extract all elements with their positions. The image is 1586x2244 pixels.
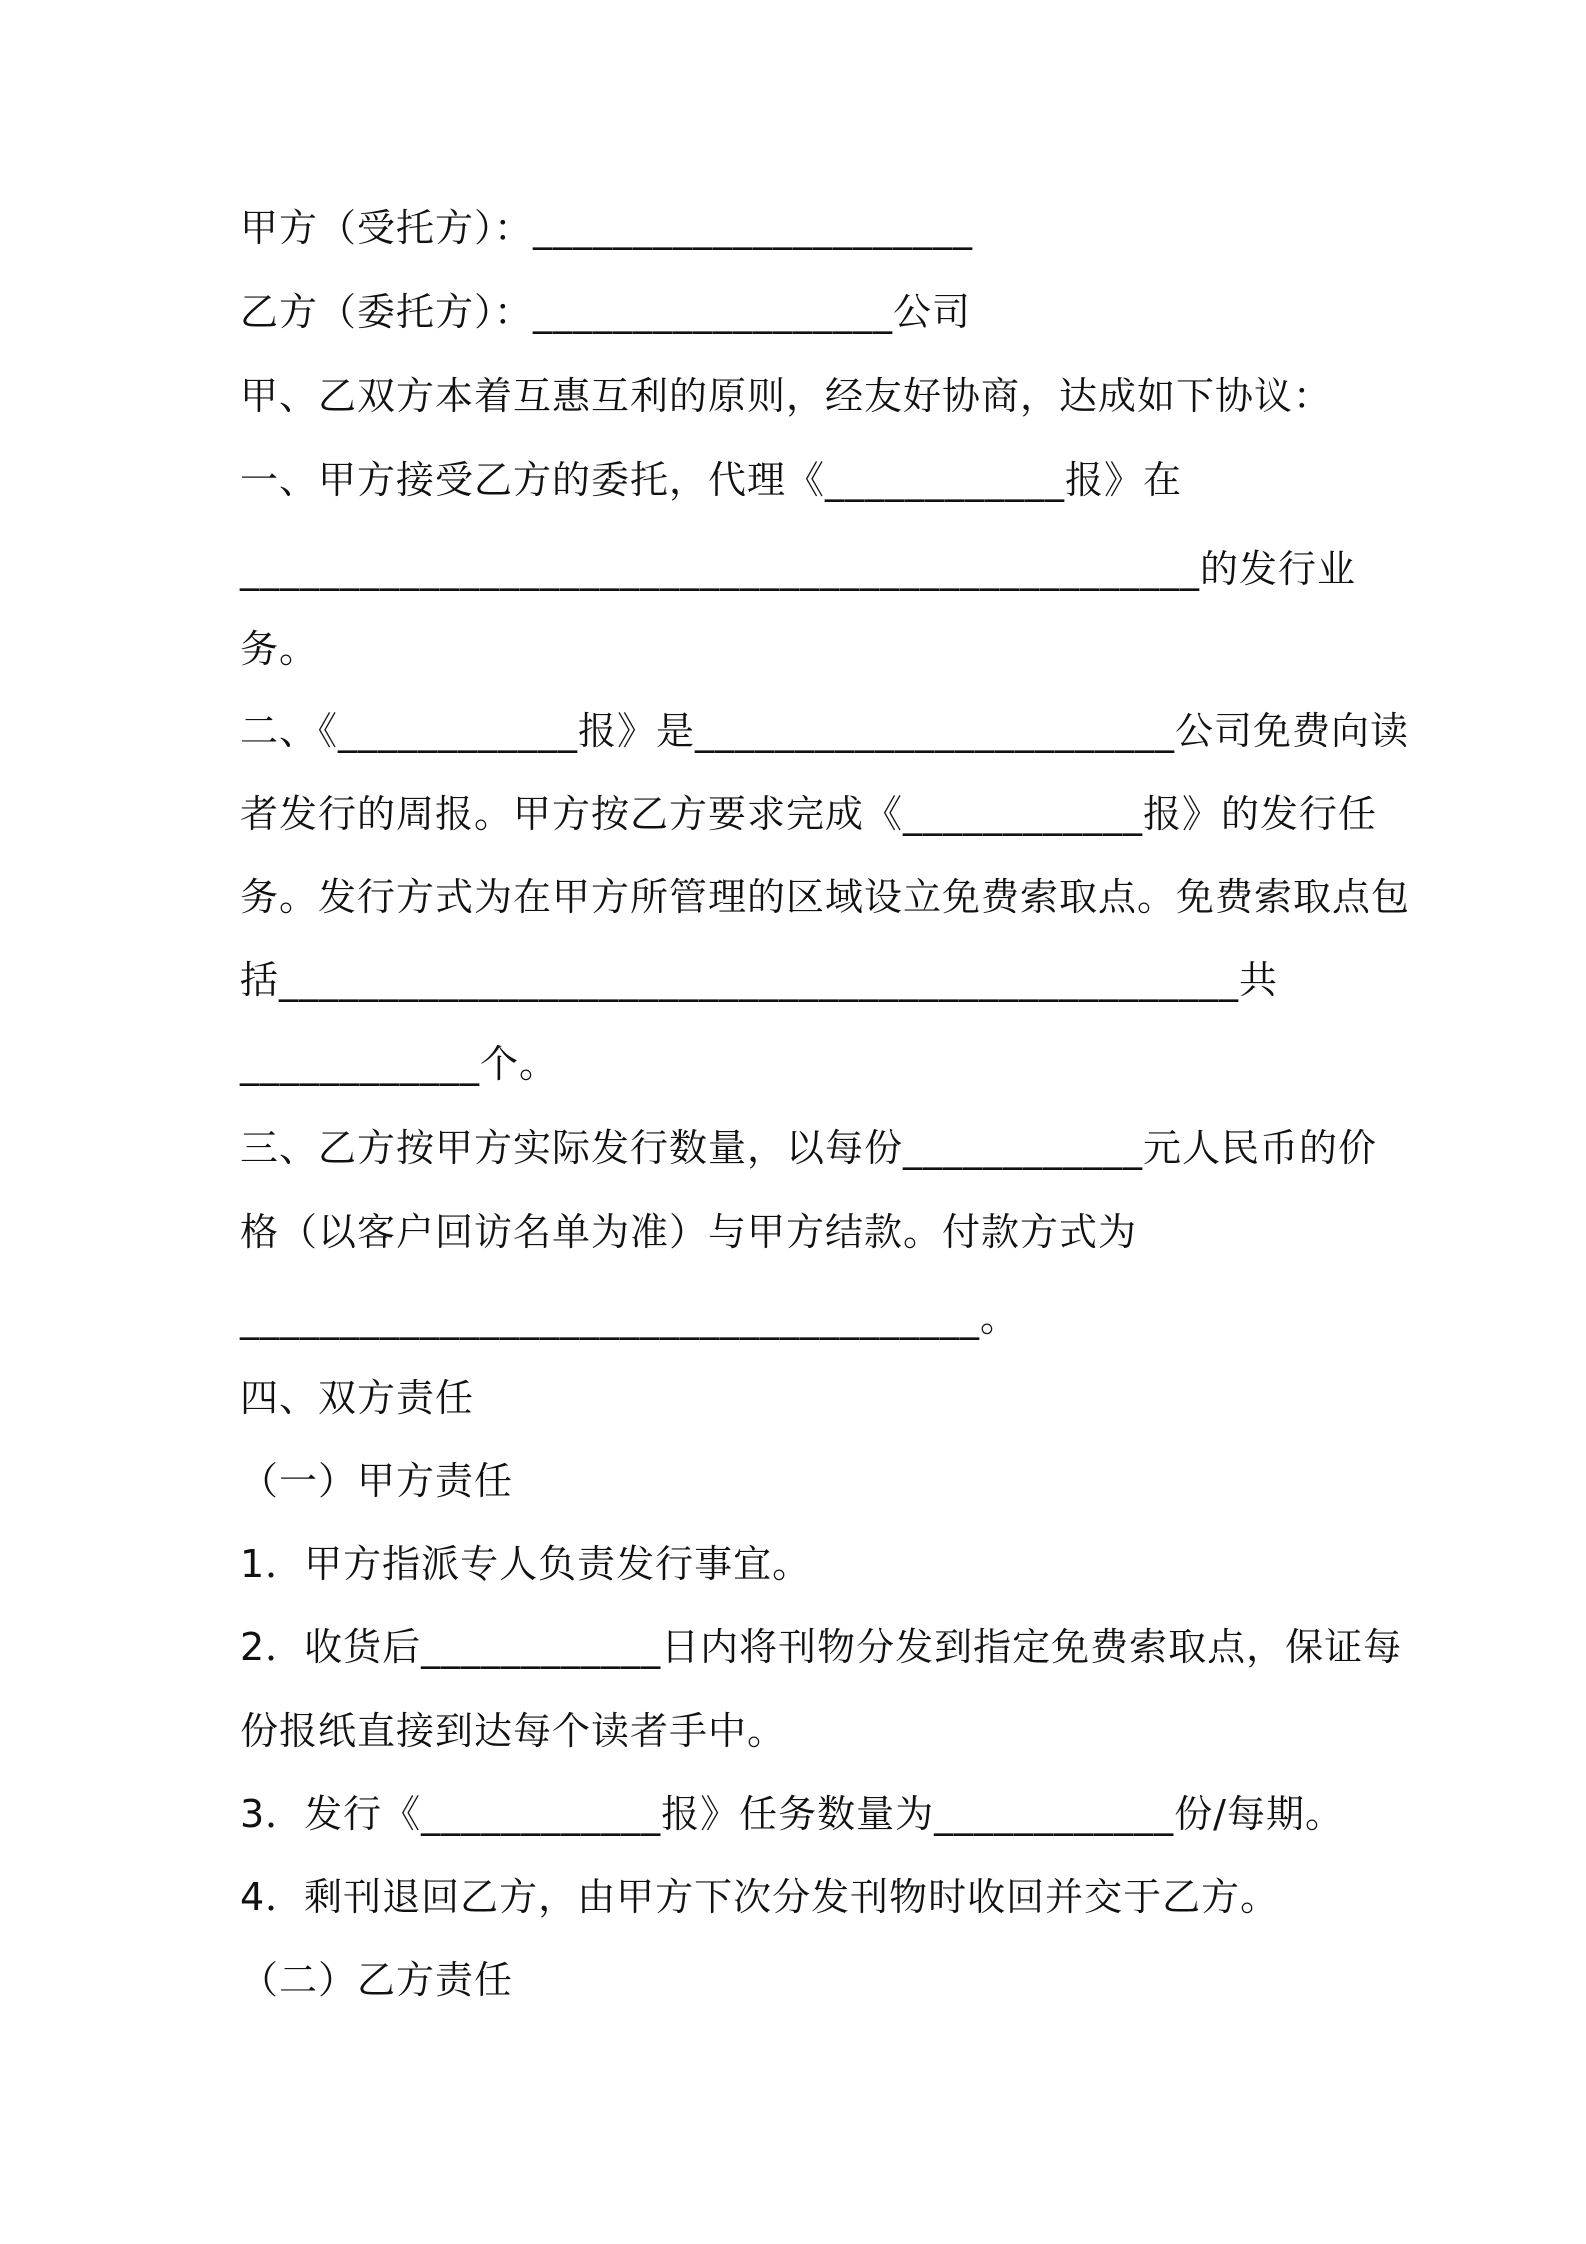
- section-4-heading: 四、双方责任: [240, 1376, 475, 1420]
- party-b-line: 乙方（委托方）：__________________公司: [240, 290, 972, 334]
- preamble-line: 甲、乙双方本着互惠互利的原则，经友好协商，达成如下协议：: [240, 374, 1333, 418]
- clause-3-line-3: _____________________________________。: [240, 1296, 1020, 1340]
- clause-2-line-4: 括________________________________________________共: [240, 958, 1279, 1002]
- party-a-duties-heading: （一）甲方责任: [240, 1459, 514, 1503]
- party-a-duty-4: 4．剩刊退回乙方，由甲方下次分发刊物时收回并交于乙方。: [240, 1875, 1280, 1919]
- party-a-duty-2-line-1: 2．收货后____________日内将刊物分发到指定免费索取点，保证每: [240, 1625, 1403, 1669]
- party-b-duties-heading: （二）乙方责任: [240, 1958, 514, 2002]
- clause-2-line-2: 者发行的周报。甲方按乙方要求完成《____________报》的发行任: [240, 792, 1378, 836]
- clause-3-line-2: 格（以客户回访名单为准）与甲方结款。付款方式为: [240, 1210, 1138, 1254]
- clause-3-line-1: 三、乙方按甲方实际发行数量，以每份____________元人民币的价: [240, 1126, 1378, 1170]
- party-a-duty-3: 3．发行《____________报》任务数量为____________份/每期。: [240, 1792, 1344, 1836]
- clause-1-line-3: 务。: [240, 627, 319, 671]
- clause-2-line-1: 二、《____________报》是________________________公司免费向读: [240, 709, 1410, 753]
- clause-1-line-1: 一、甲方接受乙方的委托，代理《____________报》在: [240, 458, 1183, 502]
- party-a-duty-2-line-2: 份报纸直接到达每个读者手中。: [240, 1709, 787, 1753]
- clause-2-line-3: 务。发行方式为在甲方所管理的区域设立免费索取点。免费索取点包: [240, 875, 1411, 919]
- party-a-duty-1: 1．甲方指派专人负责发行事宜。: [240, 1542, 812, 1586]
- clause-2-line-5: ____________个。: [240, 1042, 559, 1086]
- clause-1-line-2: ________________________________________________的发行业: [240, 547, 1357, 591]
- party-a-line: 甲方（受托方）：______________________: [240, 206, 974, 250]
